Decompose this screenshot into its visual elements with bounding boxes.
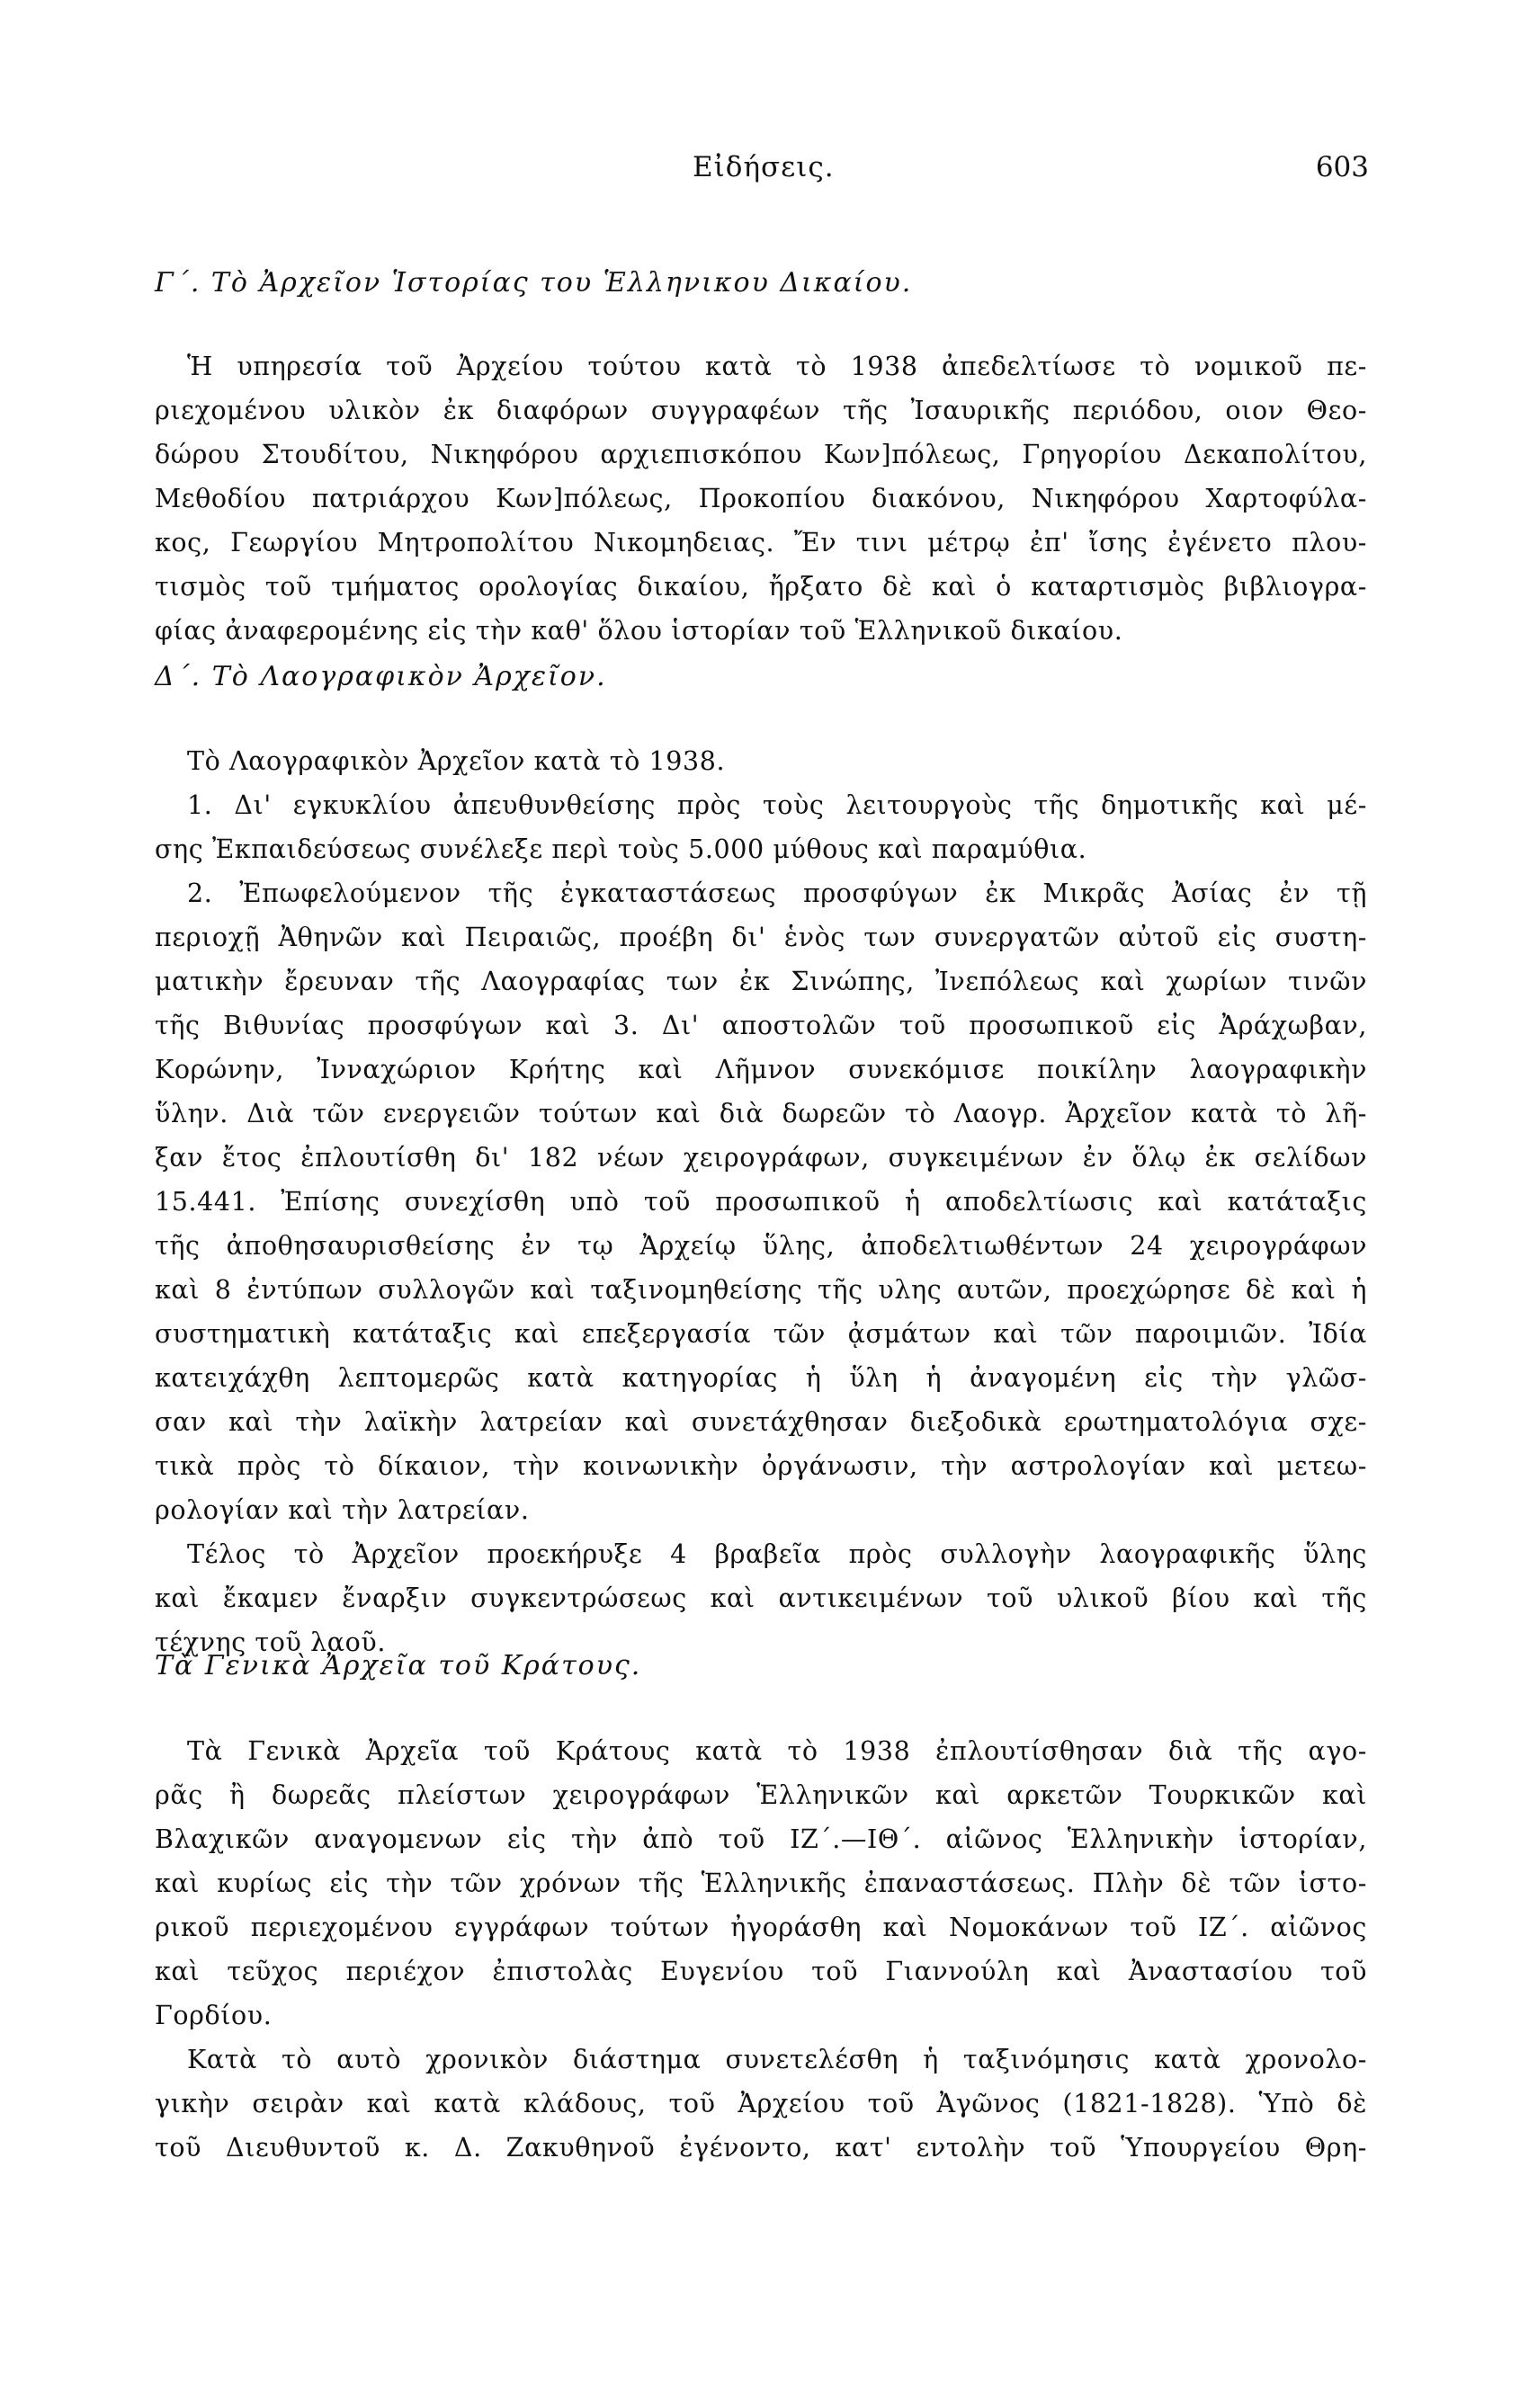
- text-line: δώρου Στουδίτου, Νικηφόρου αρχιεπισκόπου Κων]πόλεως, Γρηγορίου Δεκαπολίτου,: [155, 440, 1367, 469]
- text-line: γικὴν σειρὰν καὶ κατὰ κλάδους, τοῦ Ἀρχείου τοῦ Ἀγῶνος (1821-1828). Ὑπὸ δὲ: [155, 2089, 1367, 2118]
- text-line: ρᾶς ἢ δωρεᾶς πλείστων χειρογράφων Ἑλληνικῶν καὶ αρκετῶν Τουρκικῶν καὶ: [155, 1780, 1367, 1810]
- text-line: σαν καὶ τὴν λαϊκὴν λατρείαν καὶ συνετάχθησαν διεξοδικὰ ερωτηματολόγια σχε-: [155, 1407, 1367, 1437]
- text-line: ὕλην. Διὰ τῶν ενεργειῶν τούτων καὶ διὰ δωρεῶν τὸ Λαογρ. Ἀρχεῖον κατὰ τὸ λῆ-: [155, 1099, 1367, 1128]
- text-line: καὶ ἔκαμεν ἔναρξιν συγκεντρώσεως καὶ αντικειμένων τοῦ υλικοῦ βίου καὶ τῆς: [155, 1583, 1367, 1613]
- text-line: κος, Γεωργίου Μητροπολίτου Νικομηδειας. Ἔν τινι μέτρῳ ἐπ' ἴσης ἐγένετο πλου-: [155, 528, 1367, 557]
- text-line: τῆς ἀποθησαυρισθείσης ἐν τῳ Ἀρχείῳ ὕλης, ἀποδελτιωθέντων 24 χειρογράφων: [155, 1231, 1367, 1261]
- text-line: τοῦ Διευθυντοῦ κ. Δ. Ζακυθηνοῦ ἐγένοντο, κατ' εντολὴν τοῦ Ὑπουργείου Θρη-: [155, 2133, 1367, 2163]
- page-number: 603: [1315, 151, 1369, 183]
- section-heading-folklore-archive: Δ΄. Τὸ Λαογραφικὸν Ἀρχεῖον.: [155, 661, 607, 692]
- text-line: Τὰ Γενικὰ Ἀρχεῖα τοῦ Κράτους κατὰ τὸ 1938 ἐπλουτίσθησαν διὰ τῆς αγο-: [187, 1736, 1367, 1766]
- section-body-folklore-archive: [155, 739, 1367, 1664]
- text-line: ξαν ἔτος ἐπλουτίσθη δι' 182 νέων χειρογράφων, συγκειμένων ἐν ὅλῳ ἐκ σελίδων: [155, 1143, 1367, 1173]
- text-line: 15.441. Ἐπίσης συνεχίσθη υπὸ τοῦ προσωπικοῦ ἡ αποδελτίωσις καὶ κατάταξις: [155, 1187, 1367, 1217]
- section-body-archive-history-greek-law: [155, 344, 1367, 653]
- text-line: ρικοῦ περιεχομένου εγγράφων τούτων ἠγοράσθη καὶ Νομοκάνων τοῦ ΙΖ΄. αἰῶνος: [155, 1913, 1367, 1942]
- text-line: τῆς Βιθυνίας προσφύγων καὶ 3. Δι' αποστολῶν τοῦ προσωπικοῦ εἰς Ἀράχωβαν,: [155, 1011, 1367, 1040]
- text-line: καὶ τεῦχος περιέχον ἐπιστολὰς Ευγενίου τοῦ Γιαννούλη καὶ Ἀναστασίου τοῦ: [155, 1957, 1367, 1986]
- text-line: ματικὴν ἔρευναν τῆς Λαογραφίας των ἐκ Σινώπης, Ἰνεπόλεως καὶ χωρίων τινῶν: [155, 967, 1367, 996]
- text-line: Γορδίου.: [155, 2001, 273, 2030]
- text-line: Μεθοδίου πατριάρχου Κων]πόλεως, Προκοπίου διακόνου, Νικηφόρου Χαρτοφύλα-: [155, 484, 1367, 513]
- text-line: Κατὰ τὸ αυτὸ χρονικὸν διάστημα συνετελέσθη ἡ ταξινόμησις κατὰ χρονολο-: [187, 2045, 1367, 2074]
- text-line: καὶ 8 ἐντύπων συλλογῶν καὶ ταξινομηθείσης τῆς υλης αυτῶν, προεχώρησε δὲ καὶ ἡ: [155, 1275, 1367, 1305]
- running-head: [0, 151, 1520, 196]
- section-body-general-state-archives: [155, 1729, 1367, 2170]
- text-line: συστηματικὴ κατάταξις καὶ επεξεργασία τῶν ᾀσμάτων καὶ τῶν παροιμιῶν. Ἰδία: [155, 1319, 1367, 1349]
- text-line: τισμὸς τοῦ τμήματος ορολογίας δικαίου, ἤρξατο δὲ καὶ ὁ καταρτισμὸς βιβλιογρα-: [155, 572, 1367, 602]
- text-line: Βλαχικῶν αναγομενων εἰς τὴν ἀπὸ τοῦ ΙΖ΄.—ΙΘ΄. αἰῶνος Ἑλληνικὴν ἱστορίαν,: [155, 1824, 1367, 1854]
- text-line: 2. Ἐπωφελούμενον τῆς ἐγκαταστάσεως προσφύγων ἐκ Μικρᾶς Ἀσίας ἐν τῇ: [187, 878, 1367, 908]
- text-line: Ἡ υπηρεσία τοῦ Ἀρχείου τούτου κατὰ τὸ 1938 ἀπεδελτίωσε τὸ νομικοῦ πε-: [187, 352, 1367, 381]
- text-line: Τέλος τὸ Ἀρχεῖον προεκήρυξε 4 βραβεῖα πρὸς συλλογὴν λαογραφικῆς ὕλης: [187, 1539, 1367, 1569]
- text-line: 1. Δι' εγκυκλίου ἀπευθυνθείσης πρὸς τοὺς λειτουργοὺς τῆς δημοτικῆς καὶ μέ-: [187, 790, 1367, 820]
- text-line: Κορώνην, Ἰνναχώριον Κρήτης καὶ Λῆμνον συνεκόμισε ποικίλην λαογραφικὴν: [155, 1055, 1367, 1084]
- text-line: Τὸ Λαογραφικὸν Ἀρχεῖον κατὰ τὸ 1938.: [187, 746, 726, 776]
- text-line: σης Ἐκπαιδεύσεως συνέλεξε περὶ τοὺς 5.000 μύθους καὶ παραμύθια.: [155, 834, 1087, 864]
- text-line: φίας ἀναφερομένης εἰς τὴν καθ' ὅλου ἱστορίαν τοῦ Ἑλληνικοῦ δικαίου.: [155, 616, 1123, 646]
- text-line: τικὰ πρὸς τὸ δίκαιον, τὴν κοινωνικὴν ὀργάνωσιν, τὴν αστρολογίαν καὶ μετεω-: [155, 1451, 1367, 1481]
- text-line: ριεχομένου υλικὸν ἐκ διαφόρων συγγραφέων τῆς Ἰσαυρικῆς περιόδου, οιον Θεο-: [155, 396, 1367, 425]
- section-heading-archive-history-greek-law: Γ΄. Τὸ Ἀρχεῖον Ἱστορίας του Ἑλληνικου Δικαίου.: [155, 267, 913, 299]
- text-line: κατειχάχθη λεπτομερῶς κατὰ κατηγορίας ἡ ὕλη ἡ ἀναγομένη εἰς τὴν γλῶσ-: [155, 1363, 1367, 1393]
- text-line: ρολογίαν καὶ τὴν λατρείαν.: [155, 1495, 530, 1525]
- section-heading-general-state-archives: Τὰ Γενικὰ Ἀρχεῖα τοῦ Κράτους.: [155, 1650, 642, 1681]
- text-line: τέχνης τοῦ λαοῦ.: [155, 1628, 386, 1657]
- running-title: Εἰδήσεις.: [693, 151, 835, 183]
- text-line: περιοχῇ Ἀθηνῶν καὶ Πειραιῶς, προέβη δι' ἑνὸς των συνεργατῶν αὐτοῦ εἰς συστη-: [155, 923, 1367, 952]
- text-line: καὶ κυρίως εἰς τὴν τῶν χρόνων τῆς Ἑλληνικῆς ἐπαναστάσεως. Πλὴν δὲ τῶν ἱστο-: [155, 1868, 1367, 1898]
